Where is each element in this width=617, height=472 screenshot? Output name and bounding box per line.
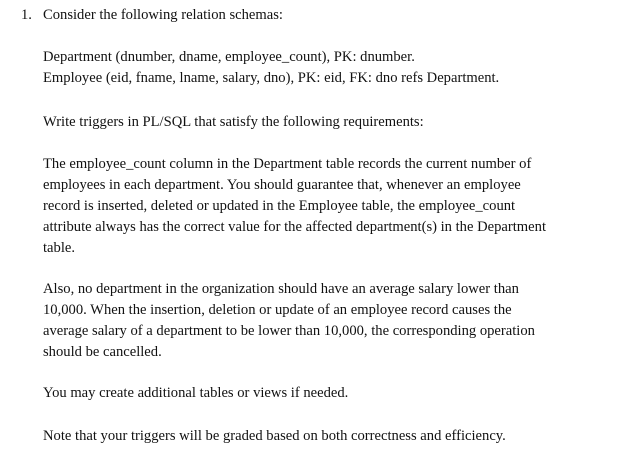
- requirement-line: employees in each department. You should guarantee that, whenever an employee: [43, 177, 521, 193]
- requirement-line: record is inserted, deleted or updated in the Employee table, the employee_count: [43, 198, 516, 214]
- additional-note: You may create additional tables or views if needed.: [43, 385, 349, 401]
- requirement-line: average salary of a department to be lower than 10,000, the corresponding operation: [43, 323, 535, 339]
- task-statement: Write triggers in PL/SQL that satisfy the following requirements:: [43, 114, 424, 130]
- question-number: 1.: [21, 7, 32, 23]
- question-intro: Consider the following relation schemas:: [43, 7, 283, 23]
- grading-note: Note that your triggers will be graded based on both correctness and efficiency.: [43, 428, 506, 444]
- requirement-line: attribute always has the correct value for the affected department(s) in the Department: [43, 219, 546, 235]
- requirement-line: The employee_count column in the Department table records the current number of: [43, 156, 532, 172]
- requirement-line: should be cancelled.: [43, 344, 162, 360]
- requirement-line: 10,000. When the insertion, deletion or update of an employee record causes the: [43, 302, 512, 318]
- requirement-line: Also, no department in the organization should have an average salary lower than: [43, 281, 519, 297]
- requirement-line: table.: [43, 240, 76, 256]
- schema-department: Department (dnumber, dname, employee_count), PK: dnumber.: [43, 49, 415, 65]
- schema-employee: Employee (eid, fname, lname, salary, dno), PK: eid, FK: dno refs Department.: [43, 70, 500, 86]
